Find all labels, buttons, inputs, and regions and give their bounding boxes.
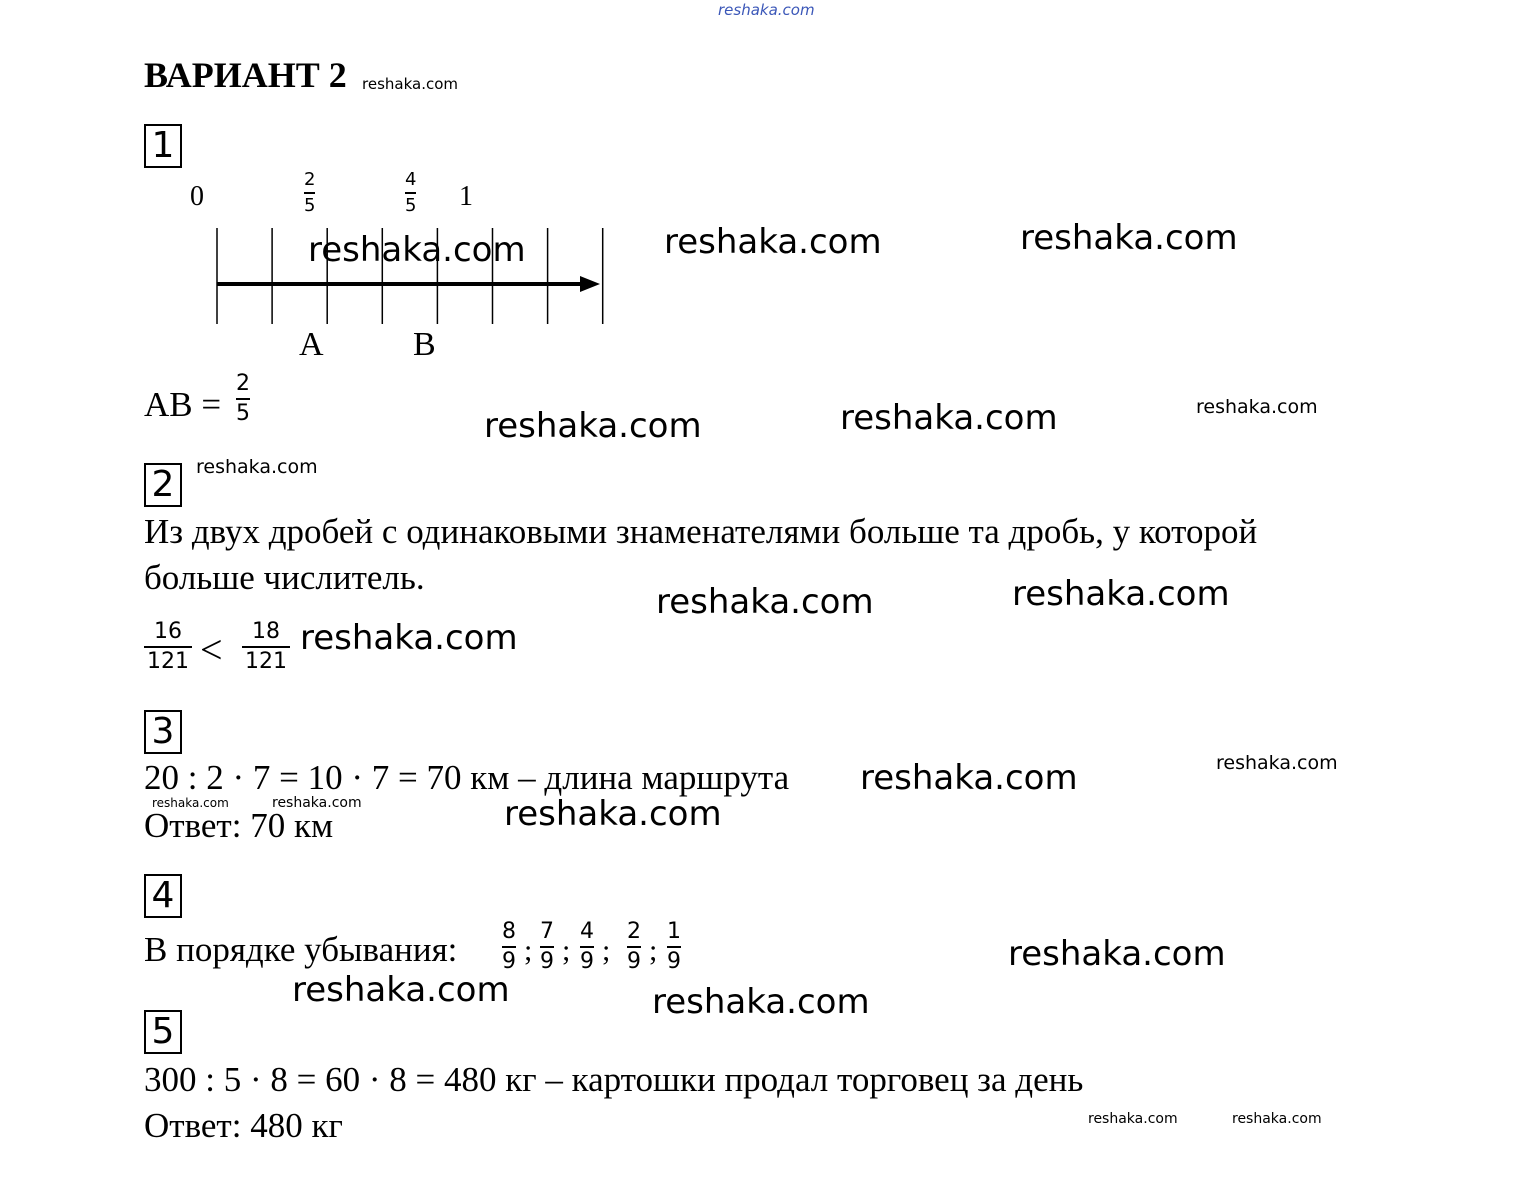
fraction-numerator: 4 [580, 919, 594, 944]
watermark: reshaka.com [1196, 396, 1318, 418]
fraction-separator: ; [562, 934, 571, 967]
fraction-denominator: 9 [502, 949, 516, 975]
fraction-bar [144, 646, 192, 648]
fraction-denominator: 5 [304, 194, 316, 216]
fraction-bar [242, 646, 290, 648]
axis-label-one: 1 [459, 181, 473, 212]
fraction-denominator: 121 [147, 649, 189, 675]
watermark: reshaka.com [300, 618, 518, 658]
fraction-numerator: 16 [154, 619, 182, 644]
task-number-1: 1 [144, 124, 182, 168]
watermark: reshaka.com [840, 398, 1058, 438]
point-label-b: B [413, 326, 436, 363]
fraction-denominator: 9 [540, 949, 554, 975]
fraction-bar [667, 946, 681, 948]
axis-label-b-fraction [405, 170, 416, 216]
watermark: reshaka.com [484, 406, 702, 446]
watermark: reshaka.com [1012, 574, 1230, 614]
watermark: reshaka.com [272, 795, 362, 811]
watermark-top: reshaka.com [718, 1, 815, 19]
watermark: reshaka.com [504, 794, 722, 834]
comparison-sign: < [200, 627, 223, 672]
comparison-right-fraction [242, 620, 290, 674]
fraction-bar [405, 192, 416, 194]
fraction-separator: ; [602, 934, 611, 967]
watermark: reshaka.com [1216, 752, 1338, 774]
segment-answer-fraction [236, 372, 250, 426]
fraction-separator: ; [649, 934, 658, 967]
ordered-fraction [667, 920, 681, 974]
fraction-bar [627, 946, 641, 948]
fraction-bar [502, 946, 516, 948]
segment-answer-lhs: AB = [144, 385, 222, 424]
task-number-2: 2 [144, 463, 182, 507]
ordered-fraction [580, 920, 594, 974]
fraction-denominator: 5 [236, 401, 250, 427]
watermark: reshaka.com [652, 982, 870, 1022]
answer-line: Ответ: 480 кг [144, 1106, 343, 1145]
order-lead-text: В порядке убывания: [144, 930, 458, 969]
fraction-numerator: 8 [502, 919, 516, 944]
comparison-left-fraction [144, 620, 192, 674]
ordered-fraction [502, 920, 516, 974]
answer-line: Ответ: 70 км [144, 806, 334, 845]
fraction-denominator: 9 [580, 949, 594, 975]
fraction-numerator: 1 [667, 919, 681, 944]
fraction-bar [580, 946, 594, 948]
watermark: reshaka.com [656, 582, 874, 622]
fraction-denominator: 121 [245, 649, 287, 675]
watermark: reshaka.com [860, 758, 1078, 798]
watermark: reshaka.com [152, 796, 229, 810]
task-number-5: 5 [144, 1010, 182, 1054]
rule-text-line-2: больше числитель. [144, 558, 425, 597]
page-title: ВАРИАНТ 2 [144, 55, 347, 95]
fraction-numerator: 2 [304, 169, 316, 190]
fraction-numerator: 18 [252, 619, 280, 644]
fraction-numerator: 2 [627, 919, 641, 944]
fraction-numerator: 7 [540, 919, 554, 944]
calculation-line: 300 : 5 · 8 = 60 · 8 = 480 кг – картошки продал торговец за день [144, 1060, 1084, 1099]
ordered-fraction [627, 920, 641, 974]
ordered-fraction [540, 920, 554, 974]
task-number-3: 3 [144, 710, 182, 754]
watermark: reshaka.com [362, 75, 458, 93]
fraction-denominator: 5 [405, 194, 417, 216]
task-number-4: 4 [144, 874, 182, 918]
fraction-denominator: 9 [667, 949, 681, 975]
fraction-numerator: 2 [236, 371, 250, 396]
watermark: reshaka.com [1020, 218, 1238, 258]
fraction-bar [540, 946, 554, 948]
arrow-head-icon [580, 276, 600, 292]
watermark: reshaka.com [1232, 1111, 1322, 1127]
fraction-bar [304, 192, 315, 194]
watermark: reshaka.com [292, 970, 510, 1010]
fraction-denominator: 9 [627, 949, 641, 975]
rule-text-line-1: Из двух дробей с одинаковыми знаменателями больше та дробь, у которой [144, 512, 1258, 551]
fraction-bar [236, 398, 250, 400]
watermark: reshaka.com [196, 456, 318, 478]
watermark: reshaka.com [664, 222, 882, 262]
watermark: reshaka.com [308, 230, 526, 270]
fraction-separator: ; [524, 934, 533, 967]
watermark: reshaka.com [1008, 934, 1226, 974]
point-label-a: A [299, 326, 324, 363]
fraction-numerator: 4 [405, 169, 417, 190]
axis-label-a-fraction [304, 170, 315, 216]
watermark: reshaka.com [1088, 1111, 1178, 1127]
calculation-line: 20 : 2 · 7 = 10 · 7 = 70 км – длина маршрута [144, 758, 790, 797]
axis-label-zero: 0 [190, 181, 204, 212]
